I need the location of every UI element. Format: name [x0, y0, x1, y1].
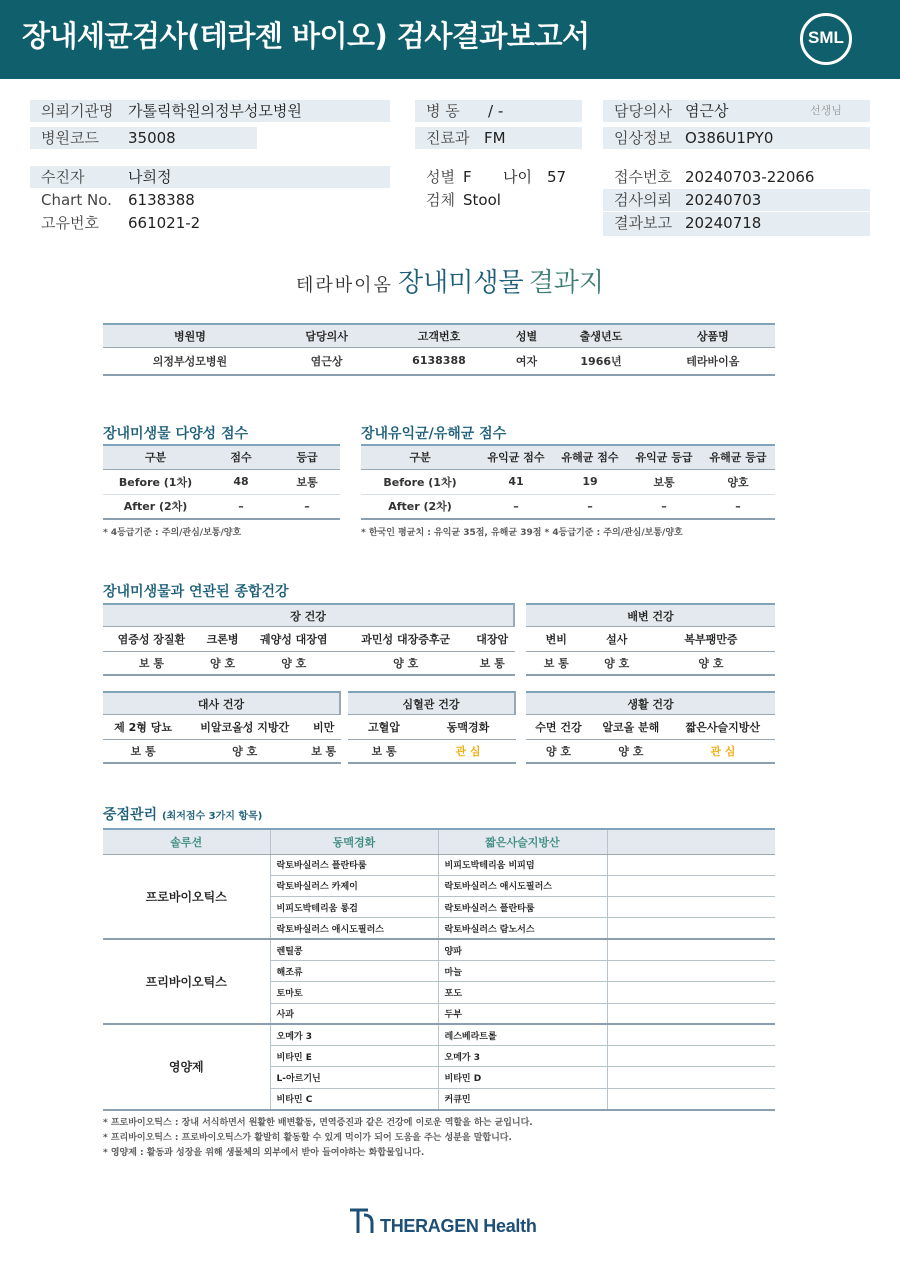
life-health-title: 생활 건강 — [526, 691, 775, 715]
solution-item: 오메가 3 — [270, 1024, 438, 1045]
solution-item: 락토바실러스 애시도필러스 — [270, 918, 438, 939]
test-request-value: 20240703 — [685, 191, 762, 209]
solution-item: 토마토 — [270, 982, 438, 1003]
solution-item: L-아르기닌 — [270, 1067, 438, 1088]
gut-grade: 양 호 — [245, 651, 342, 675]
metabolic-item: 비만 — [306, 715, 341, 739]
result-report-value: 20240718 — [685, 214, 762, 232]
specimen-field — [415, 189, 585, 211]
gut-grade: 보 통 — [103, 651, 200, 675]
metabolic-grade: 양 호 — [183, 739, 306, 763]
doctor-value: 염근상 — [685, 102, 729, 120]
focus-title — [103, 804, 262, 824]
empty-cell — [607, 960, 775, 981]
cell: 19 — [553, 469, 627, 494]
receipt-no-value: 20240703-22066 — [685, 168, 815, 186]
result-sheet-brand: 테라바이옴 — [295, 275, 393, 296]
specimen-value: Stool — [463, 191, 501, 209]
unique-no-value: 661021-2 — [128, 214, 201, 232]
result-sheet-main: 장내미생물 — [398, 268, 524, 298]
ward-field — [415, 100, 582, 122]
age-label: 나이 — [503, 168, 532, 186]
cardio-health-group — [348, 691, 516, 767]
col-bad-grade: 유해균 등급 — [701, 445, 775, 469]
hospital-cell: 의정부성모병원 — [103, 347, 277, 375]
institution-label: 의뢰기관명 — [41, 102, 114, 120]
supplements-footnote: * 영양제 : 활동과 성장을 위해 생물체의 외부에서 받아 들여야하는 화합물입니다. — [103, 1148, 425, 1158]
cardio-health-table — [348, 715, 516, 764]
col-doctor: 담당의사 — [277, 324, 376, 347]
hospital-code-label: 병원코드 — [41, 129, 99, 147]
bowel-item: 설사 — [586, 627, 646, 651]
focus-title-text: 중점관리 — [103, 807, 158, 823]
department-value: FM — [484, 129, 506, 147]
bowel-health-title: 배변 건강 — [526, 603, 775, 627]
ward-value: / - — [488, 102, 504, 120]
table-row — [103, 494, 340, 519]
probiotics-footnote: * 프로바이오틱스 : 장내 서식하면서 원활한 배변활동, 면역증진과 같은 건강에 이로운 역할을 하는 균입니다. — [103, 1118, 533, 1128]
specimen-label: 검체 — [426, 191, 455, 209]
cardio-item: 동맥경화 — [420, 715, 516, 739]
probiotics-category: 프로바이오틱스 — [103, 854, 270, 939]
empty-cell — [607, 1067, 775, 1088]
life-item: 알코올 분해 — [591, 715, 671, 739]
col-empty — [607, 829, 775, 854]
gut-item: 대장암 — [469, 627, 515, 651]
supplements-category: 영양제 — [103, 1024, 270, 1109]
col-good-grade: 유익균 등급 — [627, 445, 701, 469]
solution-item: 락토바실러스 카제이 — [270, 875, 438, 896]
solution-item: 비타민 D — [438, 1067, 607, 1088]
cell: – — [627, 494, 701, 519]
metabolic-health-table — [103, 715, 341, 764]
chart-no-field — [30, 189, 390, 211]
col-customer-no: 고객번호 — [376, 324, 501, 347]
col-good-score: 유익균 점수 — [479, 445, 553, 469]
empty-cell — [607, 1024, 775, 1045]
gut-health-group — [103, 603, 515, 677]
life-health-group — [526, 691, 775, 767]
col-birth-year: 출생년도 — [551, 324, 650, 347]
gut-item: 염증성 장질환 — [103, 627, 200, 651]
receipt-no-label: 접수번호 — [614, 168, 672, 186]
solution-item: 해조류 — [270, 960, 438, 981]
result-sheet-suffix: 결과지 — [528, 268, 605, 298]
metabolic-health-group — [103, 691, 341, 767]
col-score: 점수 — [208, 445, 274, 469]
focus-title-note: (최저점수 3가지 항목) — [161, 811, 263, 822]
beneficial-title: 장내유익균/유해균 점수 — [361, 426, 507, 442]
unique-no-field — [30, 212, 390, 234]
gut-item: 크론병 — [200, 627, 246, 651]
solution-item: 비타민 E — [270, 1046, 438, 1067]
sex-value: F — [463, 168, 472, 186]
col-bad-score: 유해균 점수 — [553, 445, 627, 469]
solution-item: 마늘 — [438, 960, 607, 981]
institution-field — [30, 100, 390, 122]
hospital-code-field — [30, 127, 257, 149]
solution-item: 락토바실러스 플란타룸 — [438, 897, 607, 918]
empty-cell — [607, 1088, 775, 1109]
unique-no-label: 고유번호 — [41, 214, 99, 232]
ward-label: 병 동 — [426, 102, 460, 120]
customer-no-cell: 6138388 — [376, 347, 501, 375]
clinical-info-label: 임상정보 — [614, 129, 672, 147]
chart-no-value: 6138388 — [128, 191, 195, 209]
birth-year-cell: 1966년 — [551, 347, 650, 375]
empty-cell — [607, 918, 775, 939]
table-row — [361, 469, 775, 494]
report-header — [0, 0, 900, 79]
cell: – — [208, 494, 274, 519]
prebiotics-category: 프리바이오틱스 — [103, 939, 270, 1024]
gut-health-table — [103, 627, 515, 676]
beneficial-table — [361, 444, 775, 520]
col-atherosclerosis: 동맥경화 — [270, 829, 438, 854]
table-row — [103, 469, 340, 494]
result-report-field — [603, 212, 870, 236]
solution-item: 사과 — [270, 1003, 438, 1024]
cardio-grade: 보 통 — [348, 739, 420, 763]
health-title: 장내미생물과 연관된 종합건강 — [103, 584, 289, 600]
doctor-suffix: 선생님 — [810, 104, 842, 117]
cardio-item: 고혈압 — [348, 715, 420, 739]
cell: – — [274, 494, 340, 519]
solution-item: 락토바실러스 애시도필러스 — [438, 875, 607, 896]
col-sex: 성별 — [502, 324, 552, 347]
prebiotics-footnote: * 프리바이오틱스 : 프로바이오틱스가 활발히 활동할 수 있게 먹이가 되어 도움을 주는 성분을 말합니다. — [103, 1133, 512, 1143]
col-grade: 등급 — [274, 445, 340, 469]
institution-value: 가톨릭학원의정부성모병원 — [128, 102, 302, 120]
col-product: 상품명 — [651, 324, 775, 347]
diversity-footnote: * 4등급기준 : 주의/관심/보통/양호 — [103, 528, 242, 538]
empty-cell — [607, 1003, 775, 1024]
cardio-health-title: 심혈관 건강 — [348, 691, 516, 715]
solution-item: 비피도박테리움 비피덤 — [438, 854, 607, 875]
bowel-health-group — [526, 603, 775, 677]
empty-cell — [607, 854, 775, 875]
age-value: 57 — [547, 168, 567, 186]
bowel-item: 변비 — [526, 627, 586, 651]
test-request-label: 검사의뢰 — [614, 191, 672, 209]
solution-item: 양파 — [438, 939, 607, 960]
table-row — [361, 494, 775, 519]
product-cell: 테라바이옴 — [651, 347, 775, 375]
clinical-info-value: O386U1PY0 — [685, 129, 774, 147]
solution-item: 락토바실러스 람노서스 — [438, 918, 607, 939]
sml-logo — [800, 13, 852, 65]
bowel-item: 복부팽만증 — [647, 627, 775, 651]
cell: – — [479, 494, 553, 519]
cell: After (2차) — [103, 494, 208, 519]
col-solution: 솔루션 — [103, 829, 270, 854]
cell: – — [553, 494, 627, 519]
theragen-brand-text: THERAGEN Health — [380, 1216, 537, 1236]
cell: Before (1차) — [103, 469, 208, 494]
cell: Before (1차) — [361, 469, 479, 494]
table-row — [103, 347, 775, 375]
solution-item: 렌틸콩 — [270, 939, 438, 960]
patient-summary-table — [103, 323, 775, 376]
solution-item: 레스베라트롤 — [438, 1024, 607, 1045]
bowel-grade: 양 호 — [647, 651, 775, 675]
gut-grade: 보 통 — [469, 651, 515, 675]
solution-item: 락토바실러스 플란타룸 — [270, 854, 438, 875]
bowel-grade: 양 호 — [586, 651, 646, 675]
empty-cell — [607, 875, 775, 896]
clinical-info-field — [603, 127, 870, 149]
solution-item: 비피도박테리움 롱검 — [270, 897, 438, 918]
solution-item: 커큐민 — [438, 1088, 607, 1109]
diversity-title: 장내미생물 다양성 점수 — [103, 426, 248, 442]
col-hospital: 병원명 — [103, 324, 277, 347]
metabolic-health-title: 대사 건강 — [103, 691, 341, 715]
cell: 양호 — [701, 469, 775, 494]
cardio-grade-warning: 관 심 — [420, 739, 516, 763]
cell: 48 — [208, 469, 274, 494]
sex-cell: 여자 — [502, 347, 552, 375]
sex-label: 성별 — [426, 168, 455, 186]
doctor-cell: 염근상 — [277, 347, 376, 375]
cell: 보통 — [627, 469, 701, 494]
empty-cell — [607, 1046, 775, 1067]
gut-grade: 양 호 — [342, 651, 469, 675]
result-report-label: 결과보고 — [614, 214, 672, 232]
life-item: 수면 건강 — [526, 715, 591, 739]
result-sheet-title — [0, 262, 900, 299]
col-scfa: 짧은사슬지방산 — [438, 829, 607, 854]
patient-field — [30, 166, 390, 188]
department-label: 진료과 — [426, 129, 470, 147]
empty-cell — [607, 939, 775, 960]
gut-grade: 양 호 — [200, 651, 246, 675]
solution-item: 비타민 C — [270, 1088, 438, 1109]
life-grade: 양 호 — [591, 739, 671, 763]
solution-item: 오메가 3 — [438, 1046, 607, 1067]
sml-logo-text: SML — [808, 28, 844, 47]
gut-item: 궤양성 대장염 — [245, 627, 342, 651]
bowel-health-table — [526, 627, 775, 676]
chart-no-label: Chart No. — [41, 191, 112, 209]
patient-label: 수진자 — [41, 168, 85, 186]
metabolic-item: 제 2형 당뇨 — [103, 715, 183, 739]
cell: – — [701, 494, 775, 519]
life-grade: 양 호 — [526, 739, 591, 763]
cell: After (2차) — [361, 494, 479, 519]
sex-age-field — [415, 166, 585, 188]
doctor-field — [603, 100, 870, 122]
empty-cell — [607, 897, 775, 918]
diversity-table — [103, 444, 340, 520]
col-category: 구분 — [361, 445, 479, 469]
receipt-no-field — [603, 166, 870, 188]
department-field — [415, 127, 582, 149]
report-title: 장내세균검사(테라젠 바이오) 검사결과보고서 — [22, 19, 590, 53]
bowel-grade: 보 통 — [526, 651, 586, 675]
metabolic-grade: 보 통 — [103, 739, 183, 763]
life-grade-warning: 관 심 — [671, 739, 775, 763]
doctor-label: 담당의사 — [614, 102, 672, 120]
col-category: 구분 — [103, 445, 208, 469]
life-health-table — [526, 715, 775, 764]
life-item: 짧은사슬지방산 — [671, 715, 775, 739]
metabolic-item: 비알코올성 지방간 — [183, 715, 306, 739]
solution-item: 포도 — [438, 982, 607, 1003]
solution-item: 두부 — [438, 1003, 607, 1024]
patient-value: 나희정 — [128, 168, 172, 186]
metabolic-grade: 보 통 — [306, 739, 341, 763]
solution-table — [103, 828, 775, 1111]
beneficial-footnote: * 한국인 평균치 : 유익균 35점, 유해균 39점 * 4등급기준 : 주의/관심/보통/양호 — [361, 528, 683, 538]
theragen-mark-icon — [348, 1207, 378, 1235]
test-request-field — [603, 189, 870, 211]
cell: 41 — [479, 469, 553, 494]
empty-cell — [607, 982, 775, 1003]
hospital-code-value: 35008 — [128, 129, 176, 147]
gut-item: 과민성 대장증후군 — [342, 627, 469, 651]
gut-health-title: 장 건강 — [103, 603, 515, 627]
cell: 보통 — [274, 469, 340, 494]
